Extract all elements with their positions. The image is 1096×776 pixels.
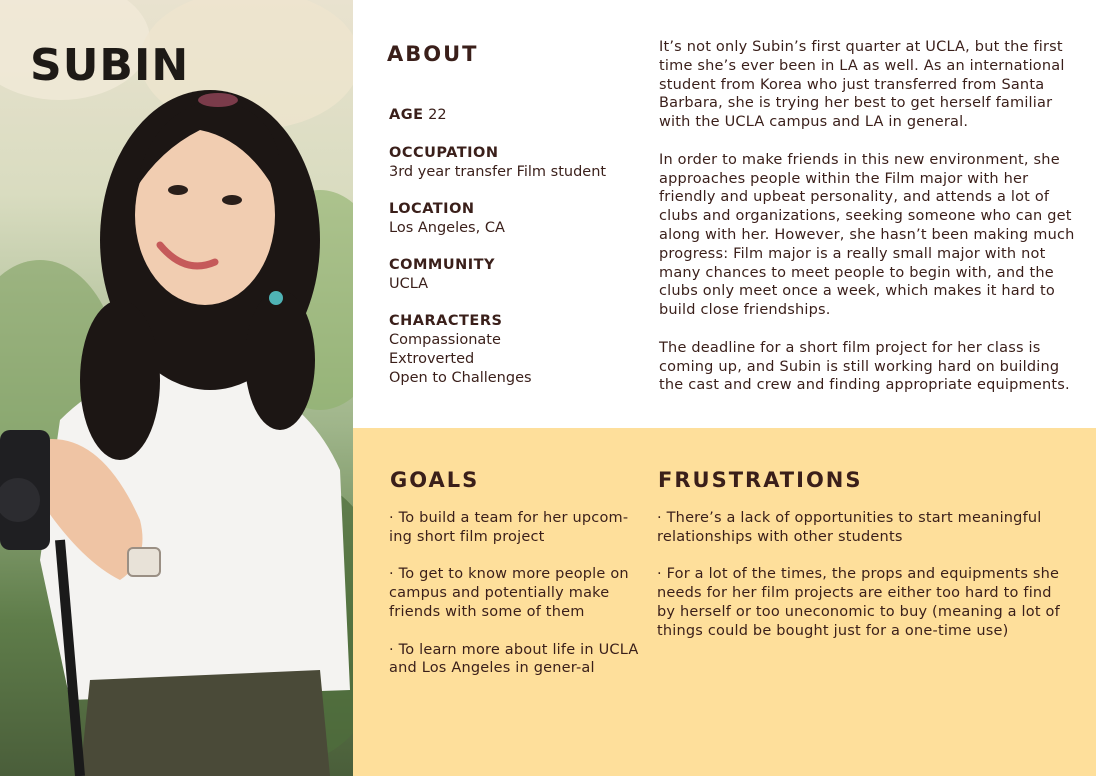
character-trait: Compassionate (389, 332, 501, 348)
about-title: ABOUT (387, 42, 479, 66)
character-trait: Extroverted (389, 351, 475, 367)
goals-list (389, 509, 639, 697)
location-value: Los Angeles, CA (389, 220, 505, 236)
community-label: COMMUNITY (389, 257, 496, 273)
persona-name: SUBIN (30, 40, 190, 91)
occupation-value: 3rd year transfer Film student (389, 164, 607, 180)
location-label: LOCATION (389, 201, 475, 217)
age-label: AGE (389, 107, 424, 123)
age-value: 22 (428, 107, 447, 123)
characters-label: CHARACTERS (389, 313, 503, 329)
goal-item: · To build a team for her upcom-ing short film project (389, 510, 629, 545)
community-field (389, 256, 649, 294)
frustrations-title: FRUSTRATIONS (658, 468, 863, 492)
bio-paragraph: It’s not only Subin’s first quarter at UCLA, but the first time she’s ever been in LA as well. As an international student from Korea who just transferred from Santa Barbara, she is trying her best to get herself familiar with the UCLA campus and LA in general. (659, 39, 1065, 131)
bio-text (659, 38, 1084, 414)
goal-item: · To get to know more people on campus and potentially make friends with some of them (389, 566, 629, 620)
frustration-item: · For a lot of the times, the props and equipments she needs for her film projects are either too hard to find by herself or too uneconomic to buy (meaning a lot of things could be bought just for a one-time use) (657, 566, 1060, 639)
goal-item: · To learn more about life in UCLA and Los Angeles in gener-al (389, 641, 639, 677)
community-value: UCLA (389, 276, 429, 292)
frustrations-list (657, 509, 1067, 659)
bio-paragraph: The deadline for a short film project for her class is coming up, and Subin is still working hard on building the cast and crew and finding appropriate equipments. (659, 339, 1070, 394)
persona-photo (0, 0, 353, 776)
occupation-field (389, 144, 649, 182)
goals-title: GOALS (390, 468, 480, 492)
age-field (389, 106, 649, 125)
character-trait: Open to Challenges (389, 370, 532, 386)
location-field (389, 200, 649, 238)
frustration-item: · There’s a lack of opportunities to start meaningful relationships with other students (657, 510, 1042, 545)
characters-field (389, 312, 649, 388)
occupation-label: OCCUPATION (389, 145, 499, 161)
bio-paragraph: In order to make friends in this new environment, she approaches people within the Film major with her friendly and upbeat personality, and attends a lot of clubs and organizations, seeking someone who can get along with her. However, she hasn’t been making much progress: Film major is a really small major with not many chances to meet people to begin with, and the clubs only meet once a week, which makes it hard to build close friendships. (659, 151, 1075, 319)
